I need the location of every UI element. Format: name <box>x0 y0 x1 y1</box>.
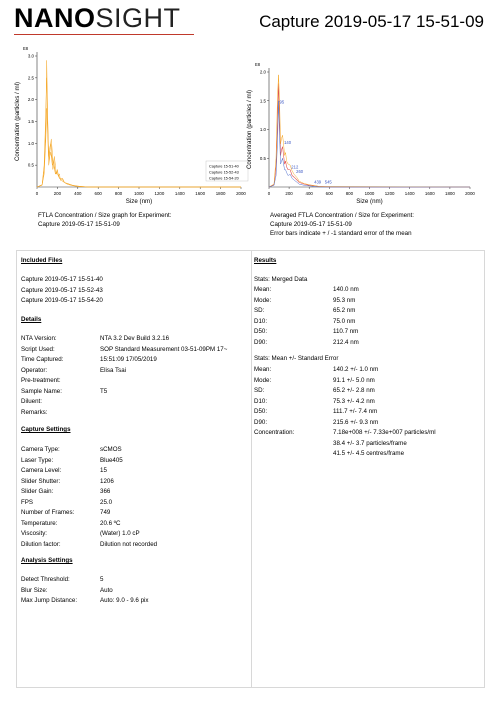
mean-stat-row <box>254 387 375 394</box>
x-tick-label: 200 <box>285 191 293 196</box>
mean-stat-row <box>254 429 436 436</box>
analysis-setting-row-label: Blur Size: <box>21 586 48 594</box>
capture-setting-row-value: (Water) 1.0 cP <box>100 530 140 537</box>
merged-stat-row <box>254 286 359 293</box>
merged-stat-row-label: Mean: <box>254 286 272 293</box>
merged-stats-heading: Stats: Merged Data <box>254 276 308 283</box>
y-tick-label: 2.0 <box>27 97 34 103</box>
details-row <box>21 366 127 374</box>
merged-stat-row-label: Mode: <box>254 296 272 304</box>
merged-stat-row <box>254 317 356 325</box>
concentration-size-chart <box>0 40 250 212</box>
capture-setting-row-label: Dilution factor: <box>21 540 61 548</box>
capture-setting-row-value: 366 <box>100 488 111 495</box>
nanosight-logo <box>14 3 181 33</box>
right-caption-line: Averaged FTLA Concentration / Size for Experiment: <box>270 212 414 219</box>
mean-stat-row <box>254 408 378 415</box>
capture-setting-row <box>21 509 111 516</box>
included-file: Capture 2019-05-17 15-51-40 <box>21 276 103 283</box>
capture-setting-row-value: 15 <box>100 467 107 474</box>
capture-setting-row-value: sCMOS <box>100 446 122 453</box>
x-tick-label: 2000 <box>465 191 475 196</box>
y-tick-label: 1.5 <box>27 119 34 124</box>
peak-annotation: 140 <box>284 139 292 145</box>
merged-stat-row-value: 65.2 nm <box>333 307 356 314</box>
merged-stat-row-label: D50: <box>254 328 268 335</box>
mean-stat-row-value: 111.7 +/- 7.4 nm <box>333 408 378 415</box>
left-caption-line: Capture 2019-05-17 15-51-09 <box>38 221 120 228</box>
details-row-label: Pre-treatment: <box>21 377 61 384</box>
right-caption-line: Error bars indicate + / -1 standard error of the mean <box>270 230 412 237</box>
merged-stat-row <box>254 307 356 314</box>
mean-stat-row-label: D10: <box>254 397 268 405</box>
mean-stat-row-value: 41.5 +/- 4.5 centres/frame <box>333 450 405 457</box>
details-row-value: Elisa Tsai <box>100 366 127 374</box>
y-exponent-label: E8 <box>23 46 29 51</box>
mean-stat-row-label: D50: <box>254 408 268 415</box>
y-tick-label: 1.0 <box>259 127 266 132</box>
x-tick-label: 400 <box>305 191 313 196</box>
mean-stat-row-value: 65.2 +/- 2.8 nm <box>333 387 375 394</box>
peak-annotation: 95 <box>279 99 285 105</box>
merged-stat-row-value: 95.3 nm <box>333 296 356 304</box>
x-tick-label: 1800 <box>445 191 455 196</box>
capture-setting-row-label: Viscosity: <box>21 530 48 537</box>
x-axis-title: Size (nm) <box>356 198 383 205</box>
merged-stat-row <box>254 328 359 335</box>
merged-stat-row-label: SD: <box>254 307 265 314</box>
capture-setting-row <box>21 498 113 506</box>
included-file: Capture 2019-05-17 15-52-43 <box>21 286 103 294</box>
mean-stat-row-value: 7.18e+008 +/- 7.33e+007 particles/ml <box>333 429 436 436</box>
right-chart-caption <box>270 211 414 238</box>
details-row <box>21 345 228 353</box>
x-tick-label: 600 <box>325 191 333 196</box>
y-tick-label: 2.0 <box>259 69 266 75</box>
capture-setting-row-label: Slider Shutter: <box>21 477 61 485</box>
mean-stat-row <box>254 418 379 426</box>
details-row-value: SOP Standard Measurement 03-51-09PM 17~ <box>100 345 228 353</box>
merged-stat-row-value: 140.0 nm <box>333 286 359 293</box>
capture-setting-row <box>21 488 111 495</box>
logo-underline <box>14 34 194 35</box>
x-tick-label: 1200 <box>154 191 165 196</box>
mean-stat-row <box>254 366 379 373</box>
merged-stat-row-value: 75.0 nm <box>333 317 356 325</box>
mean-stat-row-label: Mode: <box>254 376 272 384</box>
x-tick-label: 400 <box>74 191 82 196</box>
legend-entry: Capture 15-54-20 <box>209 176 239 181</box>
mean-stat-row <box>254 376 375 384</box>
capture-setting-row-value: Dilution not recorded <box>100 540 158 548</box>
details-row <box>21 335 170 342</box>
analysis-setting-row-label: Detect Threshold: <box>21 576 70 583</box>
mean-stat-row-value: 140.2 +/- 1.0 nm <box>333 366 379 373</box>
x-tick-label: 800 <box>345 191 354 196</box>
mean-stat-row-label: SD: <box>254 387 265 394</box>
included-files-heading: Included Files <box>21 257 63 264</box>
left-caption-line: FTLA Concentration / Size graph for Experiment: <box>38 212 172 219</box>
capture-setting-row <box>21 530 140 537</box>
details-row-label: Diluent: <box>21 398 42 405</box>
mean-stat-row-value: 38.4 +/- 3.7 particles/frame <box>333 439 407 447</box>
mean-stat-row-label: Mean: <box>254 366 272 373</box>
peak-annotation: 260 <box>296 169 304 175</box>
mean-stat-row-label: Concentration: <box>254 429 295 436</box>
left-chart-caption <box>38 211 171 229</box>
included-file: Capture 2019-05-17 15-54-20 <box>21 297 103 304</box>
x-tick-label: 2000 <box>236 191 246 196</box>
capture-setting-row-label: Laser Type: <box>21 456 54 464</box>
legend-entry: Capture 15-52-43 <box>209 170 239 175</box>
x-tick-label: 1600 <box>195 191 206 196</box>
details-row-label: Remarks: <box>21 408 48 416</box>
capture-setting-row-label: Camera Type: <box>21 446 60 453</box>
capture-setting-row <box>21 467 107 474</box>
capture-settings-heading: Capture Settings <box>21 426 71 433</box>
mean-stat-row-value: 75.3 +/- 4.2 nm <box>333 397 375 405</box>
logo-light: SIGHT <box>95 3 181 33</box>
details-row-label: Operator: <box>21 366 48 374</box>
y-tick-label: 0.5 <box>259 155 266 161</box>
details-row-label: NTA Version: <box>21 335 57 342</box>
details-row-label: Script Used: <box>21 345 55 353</box>
merged-stat-row-label: D10: <box>254 317 268 325</box>
y-tick-label: 1.5 <box>259 98 266 104</box>
details-row-label: Sample Name: <box>21 387 62 395</box>
mean-stat-row <box>254 397 375 405</box>
capture-setting-row-label: Number of Frames: <box>21 509 75 516</box>
x-tick-label: 0 <box>267 191 271 196</box>
merged-stat-row <box>254 296 356 304</box>
analysis-setting-row <box>21 597 149 604</box>
page-title: Capture 2019-05-17 15-51-09 <box>259 12 484 31</box>
details-row <box>21 387 108 395</box>
details-heading: Details <box>21 316 42 323</box>
capture-setting-row-value: 1206 <box>100 477 114 485</box>
capture-setting-row-label: Slider Gain: <box>21 488 54 495</box>
details-row-value: NTA 3.2 Dev Build 3.2.16 <box>100 335 170 342</box>
merged-stat-row-value: 110.7 nm <box>333 328 359 335</box>
capture-setting-row-value: 25.0 <box>100 498 113 506</box>
capture-setting-row <box>21 519 121 527</box>
y-tick-label: 0.5 <box>27 162 34 168</box>
capture-setting-row <box>21 477 114 485</box>
x-tick-label: 1400 <box>174 191 185 196</box>
capture-setting-row <box>21 540 158 548</box>
capture-setting-row-value: Blue405 <box>100 456 123 464</box>
details-row <box>21 356 157 363</box>
y-tick-label: 2.5 <box>27 75 34 81</box>
y-axis-title: Concentration (particles / ml) <box>14 81 21 162</box>
analysis-setting-row-value: 5 <box>100 576 104 583</box>
details-row <box>21 377 61 384</box>
analysis-setting-row-label: Max Jump Distance: <box>21 597 78 604</box>
details-row-label: Time Captured: <box>21 356 64 363</box>
x-tick-label: 1000 <box>134 191 144 196</box>
peak-annotation: 212 <box>291 164 299 170</box>
analysis-settings-heading: Analysis Settings <box>21 557 73 564</box>
averaged-concentration-size-chart <box>246 40 500 212</box>
capture-setting-row-label: FPS <box>21 498 34 506</box>
logo-bold: NANO <box>14 3 96 33</box>
capture-setting-row-label: Temperature: <box>21 519 58 527</box>
capture-setting-row-label: Camera Level: <box>21 467 62 474</box>
peak-annotation: 545 <box>324 179 332 185</box>
results-heading: Results <box>254 257 277 264</box>
capture-setting-row <box>21 456 123 464</box>
y-axis-title: Concentration (particles / ml) <box>246 89 253 170</box>
x-axis-title: Size (nm) <box>125 198 153 205</box>
results-panel <box>251 250 485 688</box>
capture-setting-row-value: 749 <box>100 509 111 516</box>
x-tick-label: 800 <box>114 191 123 196</box>
legend-entry: Capture 15-51-40 <box>209 164 239 169</box>
capture-setting-row-value: 20.6 ºC <box>100 519 121 527</box>
y-exponent-label: E8 <box>255 62 261 67</box>
chart-legend <box>206 161 248 181</box>
y-tick-label: 3.0 <box>27 53 34 59</box>
merged-stat-row-value: 212.4 nm <box>333 338 359 346</box>
details-row <box>21 398 42 405</box>
analysis-setting-row <box>21 576 104 583</box>
analysis-setting-row <box>21 586 113 594</box>
merged-stat-row-label: D90: <box>254 338 268 346</box>
details-row-value: T5 <box>100 387 108 395</box>
x-tick-label: 1400 <box>404 191 415 196</box>
right-caption-line: Capture 2019-05-17 15-51-09 <box>270 221 352 228</box>
x-tick-label: 1000 <box>364 191 375 196</box>
x-tick-label: 1600 <box>424 191 435 196</box>
x-tick-label: 1800 <box>215 191 226 196</box>
details-row <box>21 409 47 416</box>
x-tick-label: 1200 <box>384 191 395 196</box>
x-tick-label: 0 <box>35 191 39 196</box>
x-tick-label: 200 <box>53 191 62 196</box>
analysis-setting-row-value: Auto <box>100 586 113 594</box>
merged-stat-row <box>254 338 359 346</box>
mean-stats-heading: Stats: Mean +/- Standard Error <box>254 355 339 362</box>
details-row-value: 15:51:09 17/05/2019 <box>100 356 157 363</box>
mean-stat-row-label: D90: <box>254 418 268 426</box>
y-tick-label: 1.0 <box>27 140 34 146</box>
x-tick-label: 600 <box>94 191 102 196</box>
peak-annotation: 439 <box>314 179 322 185</box>
capture-setting-row <box>21 446 122 453</box>
mean-stat-row-value: 91.1 +/- 5.0 nm <box>333 376 375 384</box>
analysis-setting-row-value: Auto: 9.0 - 9.6 pix <box>100 597 149 604</box>
mean-stat-row-value: 215.6 +/- 9.3 nm <box>333 418 379 426</box>
